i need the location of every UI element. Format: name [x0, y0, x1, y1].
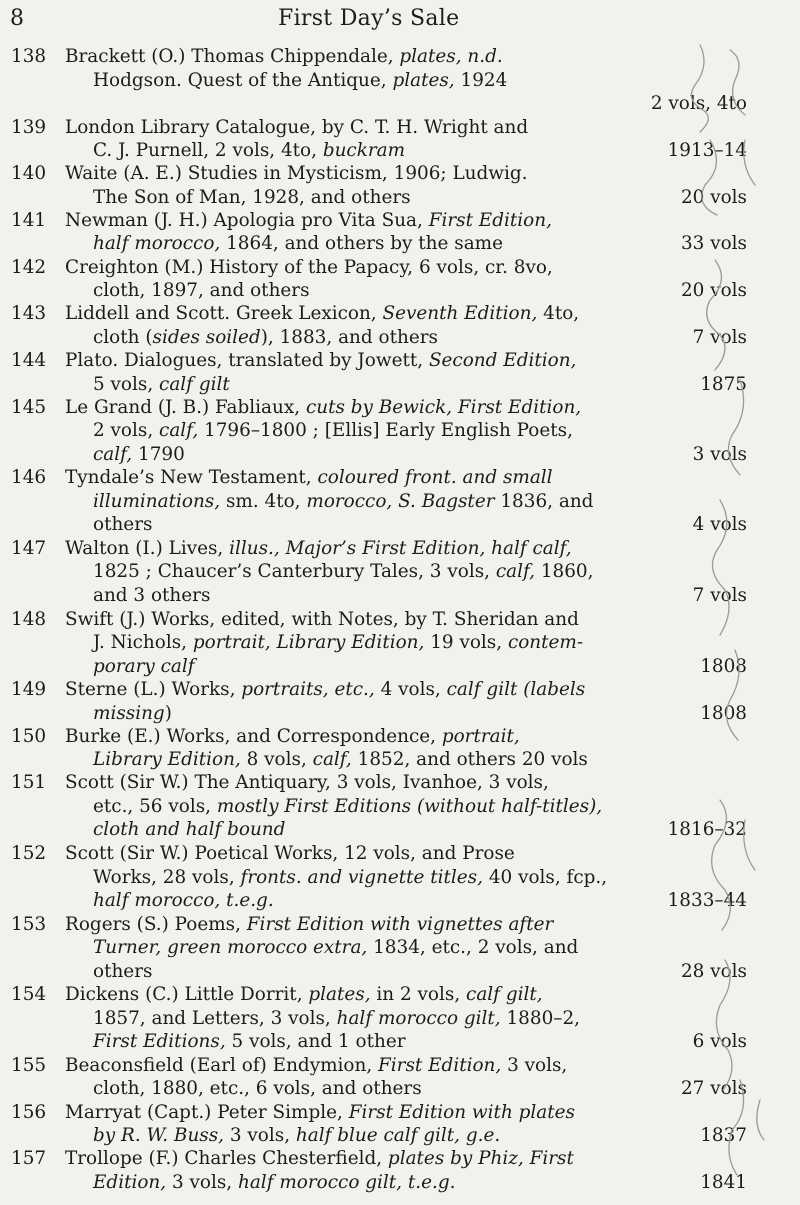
lot-line: C. J. Purnell, 2 vols, 4to, buckram 1913–14	[93, 140, 747, 162]
lot-number: 152	[11, 843, 47, 865]
lot-line: The Son of Man, 1928, and others 20 vols	[93, 186, 747, 208]
lot-line: Plato. Dialogues, translated by Jowett, Second Edition,	[65, 350, 577, 372]
lot-entry	[0, 349, 800, 396]
lot-line: by R. W. Buss, 3 vols, half blue calf gilt, g.e. 1837	[93, 1125, 747, 1147]
lot-line: cloth, 1880, etc., 6 vols, and others 27 vols	[93, 1078, 747, 1100]
lot-list	[0, 45, 800, 1194]
lot-number: 146	[11, 467, 47, 489]
page-number: 8	[10, 6, 24, 31]
lot-number: 138	[11, 46, 47, 67]
lot-line: half morocco, 1864, and others by the same 33 vols	[93, 233, 747, 255]
lot-number: 150	[11, 725, 47, 747]
lot-line: Scott (Sir W.) The Antiquary, 3 vols, Ivanhoe, 3 vols,	[65, 772, 549, 794]
lot-line: illuminations, sm. 4to, morocco, S. Bagster 1836, and	[93, 490, 594, 512]
lot-line: Le Grand (J. B.) Fabliaux, cuts by Bewick, First Edition,	[65, 396, 582, 418]
lot-description: Brackett (O.) Thomas Chippendale, plates, n.d. Hodgson. Quest of the Antique, plates, 1924 2 vols, 4to	[65, 46, 747, 114]
lot-description	[65, 608, 747, 679]
lot-line: Swift (J.) Works, edited, with Notes, by T. Sheridan and	[65, 608, 579, 630]
lot-description	[65, 1054, 747, 1101]
lot-line: Waite (A. E.) Studies in Mysticism, 1906; Ludwig.	[65, 163, 528, 185]
lot-line: Newman (J. H.) Apologia pro Vita Sua, First Edition,	[65, 209, 552, 231]
lot-entry	[0, 678, 800, 725]
lot-line: calf, 1790 3 vols	[93, 443, 747, 465]
lot-line: Rogers (S.) Poems, First Edition with vignettes after	[65, 913, 554, 935]
lot-line: Burke (E.) Works, and Correspondence, portrait,	[65, 725, 520, 747]
lot-entry	[0, 45, 800, 116]
lot-number: 148	[11, 608, 47, 630]
lot-line: 1857, and Letters, 3 vols, half morocco gilt, 1880–2,	[93, 1007, 581, 1029]
lot-line: Hodgson. Quest of the Antique, plates, 1924	[93, 69, 508, 91]
lot-number: 144	[11, 350, 47, 372]
lot-entry	[0, 913, 800, 984]
lot-line: 2 vols, calf, 1796–1800 ; [Ellis] Early English Poets,	[93, 420, 573, 442]
lot-line: Brackett (O.) Thomas Chippendale, plates, n.d.	[65, 46, 503, 67]
lot-line: Scott (Sir W.) Poetical Works, 12 vols, and Prose	[65, 843, 515, 865]
lot-description	[65, 771, 747, 842]
lot-description	[65, 842, 747, 913]
lot-number: 139	[11, 116, 47, 138]
lot-description	[65, 349, 747, 396]
lot-description	[65, 302, 747, 349]
lot-line: etc., 56 vols, mostly First Editions (without half-titles),	[93, 795, 603, 817]
lot-line: Marryat (Capt.) Peter Simple, First Edition with plates	[65, 1101, 575, 1123]
lot-number: 145	[11, 396, 47, 418]
lot-line: J. Nichols, portrait, Library Edition, 19 vols, contem-	[93, 632, 584, 653]
lot-description	[65, 396, 747, 467]
lot-number: 140	[11, 163, 47, 185]
lot-description	[65, 209, 747, 256]
lot-description	[65, 537, 747, 608]
lot-line: Sterne (L.) Works, portraits, etc., 4 vols, calf gilt (labels	[65, 679, 586, 701]
lot-entry	[0, 1054, 800, 1101]
lot-entry	[0, 209, 800, 256]
lot-description	[65, 678, 747, 725]
running-head: First Day’s Sale	[278, 6, 460, 31]
lot-entry	[0, 1147, 800, 1194]
lot-entry	[0, 162, 800, 209]
lot-number: 155	[11, 1054, 47, 1076]
lot-entry	[0, 302, 800, 349]
lot-number: 151	[11, 772, 47, 794]
lot-entry	[0, 983, 800, 1054]
lot-line: porary calf 1808	[93, 655, 747, 677]
lot-number: 143	[11, 303, 47, 325]
lot-number: 156	[11, 1101, 47, 1123]
lot-line: others 28 vols	[93, 960, 747, 982]
lot-entry	[0, 537, 800, 608]
lot-line: cloth and half bound 1816–32	[93, 819, 747, 841]
lot-description	[65, 913, 747, 984]
lot-number: 142	[11, 256, 47, 278]
lot-line: Trollope (F.) Charles Chesterfield, plates by Phiz, First	[65, 1148, 574, 1170]
lot-description	[65, 725, 747, 772]
lot-number: 141	[11, 209, 47, 231]
lot-number: 149	[11, 679, 47, 701]
lot-line: Tyndale’s New Testament, coloured front. and small	[65, 467, 553, 489]
lot-line: London Library Catalogue, by C. T. H. Wright and	[65, 116, 529, 138]
lot-description	[65, 1147, 747, 1194]
lot-entry	[0, 725, 800, 772]
lot-entry	[0, 466, 800, 537]
lot-description	[65, 162, 747, 209]
lot-line: 1825 ; Chaucer’s Canterbury Tales, 3 vols, calf, 1860,	[93, 561, 594, 583]
lot-line: Liddell and Scott. Greek Lexicon, Seventh Edition, 4to,	[65, 303, 580, 325]
lot-entry	[0, 608, 800, 679]
lot-line: Library Edition, 8 vols, calf, 1852, and others 20 vols	[93, 749, 588, 771]
lot-line: Dickens (C.) Little Dorrit, plates, in 2 vols, calf gilt,	[65, 984, 543, 1006]
lot-entry	[0, 771, 800, 842]
lot-entry	[0, 116, 800, 163]
lot-line: Works, 28 vols, fronts. and vignette titles, 40 vols, fcp.,	[93, 866, 608, 888]
lot-description	[65, 1101, 747, 1148]
lot-number: 153	[11, 913, 47, 935]
lot-description	[65, 256, 747, 303]
lot-line: Beaconsfield (Earl of) Endymion, First Edition, 3 vols,	[65, 1054, 568, 1076]
lot-entry	[0, 396, 800, 467]
lot-description	[65, 466, 747, 537]
lot-line: Walton (I.) Lives, illus., Major’s First Edition, half calf,	[65, 537, 572, 559]
lot-line: 5 vols, calf gilt 1875	[93, 373, 747, 395]
lot-number: 154	[11, 984, 47, 1006]
lot-entry	[0, 256, 800, 303]
lot-number: 147	[11, 537, 47, 559]
lot-entry	[0, 1101, 800, 1148]
lot-description	[65, 116, 747, 163]
lot-line: cloth, 1897, and others 20 vols	[93, 280, 747, 302]
lot-line: Edition, 3 vols, half morocco gilt, t.e.g. 1841	[93, 1171, 747, 1193]
lot-entry	[0, 842, 800, 913]
lot-line: cloth (sides soiled), 1883, and others 7 vols	[93, 326, 747, 348]
lot-line: half morocco, t.e.g. 1833–44	[93, 890, 747, 912]
lot-line: First Editions, 5 vols, and 1 other 6 vols	[93, 1031, 747, 1053]
lot-line: and 3 others 7 vols	[93, 584, 747, 606]
lot-line: missing) 1808	[93, 702, 747, 724]
lot-number: 157	[11, 1148, 47, 1170]
lot-line: Turner, green morocco extra, 1834, etc., 2 vols, and	[93, 937, 579, 959]
lot-line: Creighton (M.) History of the Papacy, 6 vols, cr. 8vo,	[65, 256, 553, 278]
lot-line: others 4 vols	[93, 514, 747, 536]
lot-description	[65, 983, 747, 1054]
